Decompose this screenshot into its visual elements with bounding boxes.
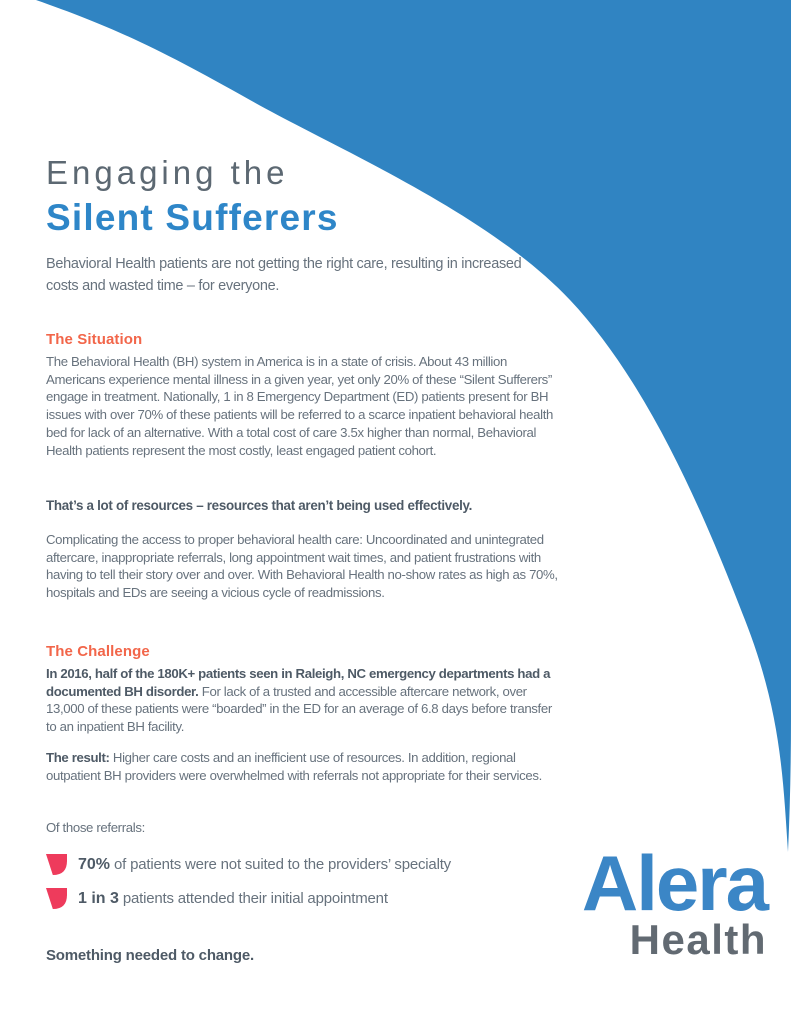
stat-text <box>78 888 388 909</box>
alera-health-logo <box>581 839 767 963</box>
page-title-line2: Silent Sufferers <box>46 197 339 238</box>
logo-wordmark: Alera <box>581 839 767 927</box>
page-title-line1: Engaging the <box>46 154 289 191</box>
challenge-paragraph <box>46 665 564 736</box>
situation-section <box>46 331 564 459</box>
result-section <box>46 749 564 784</box>
stat-row-specialty <box>46 854 564 875</box>
stat-marker-icon <box>46 854 67 875</box>
closing-section <box>46 947 564 964</box>
challenge-heading: The Challenge <box>46 643 150 660</box>
hero-subtitle: Behavioral Health patients are not getting the right care, resulting in increased costs and wasted time – for everyone. <box>46 256 522 294</box>
challenge-body-rest: For lack of a trusted and accessible aftercare network, over 13,000 of these patients were “boarded” in the ED for an average of 6.8 days before transfer to an inpatient BH facility. <box>46 683 552 735</box>
complications-paragraph: Complicating the access to proper behavioral health care: Uncoordinated and unintegrated aftercare, inappropriate referrals, long appointment wait times, and patient frustrations with having to tell their story over and over. With Behavioral Health no-show rates as high as 70%, hospitals and EDs are seeing a vicious cycle of readmissions. <box>46 532 558 601</box>
emphasis-section <box>46 497 564 515</box>
complications-section <box>46 531 564 602</box>
challenge-section <box>46 643 564 736</box>
stats-section <box>46 854 564 922</box>
stat-row-attendance <box>46 888 564 909</box>
result-paragraph <box>46 749 564 784</box>
result-label: The result: <box>46 750 110 765</box>
challenge-bold-intro: In 2016, half of the 180K+ patients seen in Raleigh, NC emergency departments had a documented BH disorder. <box>46 666 551 699</box>
closing-statement: Something needed to change. <box>46 947 254 964</box>
stat-description: patients attended their initial appointment <box>122 890 388 907</box>
stat-value: 1 in 3 <box>78 890 119 907</box>
stat-value: 70% <box>78 856 111 873</box>
stat-text <box>78 854 451 875</box>
emphasis-statement: That’s a lot of resources – resources that aren’t being used effectively. <box>46 498 473 513</box>
referrals-intro-section <box>46 819 564 837</box>
situation-paragraph: The Behavioral Health (BH) system in America is in a state of crisis. About 43 million Americans experience mental illness in a given year, yet only 20% of these “Silent Sufferers” engage in treatment. Nationally, 1 in 8 Emergency Department (ED) patients present for BH issues with over 70% of these patients will be referred to a scarce inpatient behavioral health bed for lack of an alternative. With a total cost of care 3.5x higher than normal, Behavioral Health patients represent the most costly, least engaged patient cohort. <box>46 354 554 458</box>
result-body: Higher care costs and an inefficient use of resources. In addition, regional outpatient BH providers were overwhelmed with referrals not appropriate for their services. <box>46 750 542 783</box>
stat-description: of patients were not suited to the providers’ specialty <box>114 856 451 873</box>
logo-tagline: Health <box>629 916 767 963</box>
hero-section <box>46 153 564 297</box>
referrals-intro: Of those referrals: <box>46 820 145 835</box>
stat-marker-icon <box>46 888 67 909</box>
situation-heading: The Situation <box>46 331 143 348</box>
